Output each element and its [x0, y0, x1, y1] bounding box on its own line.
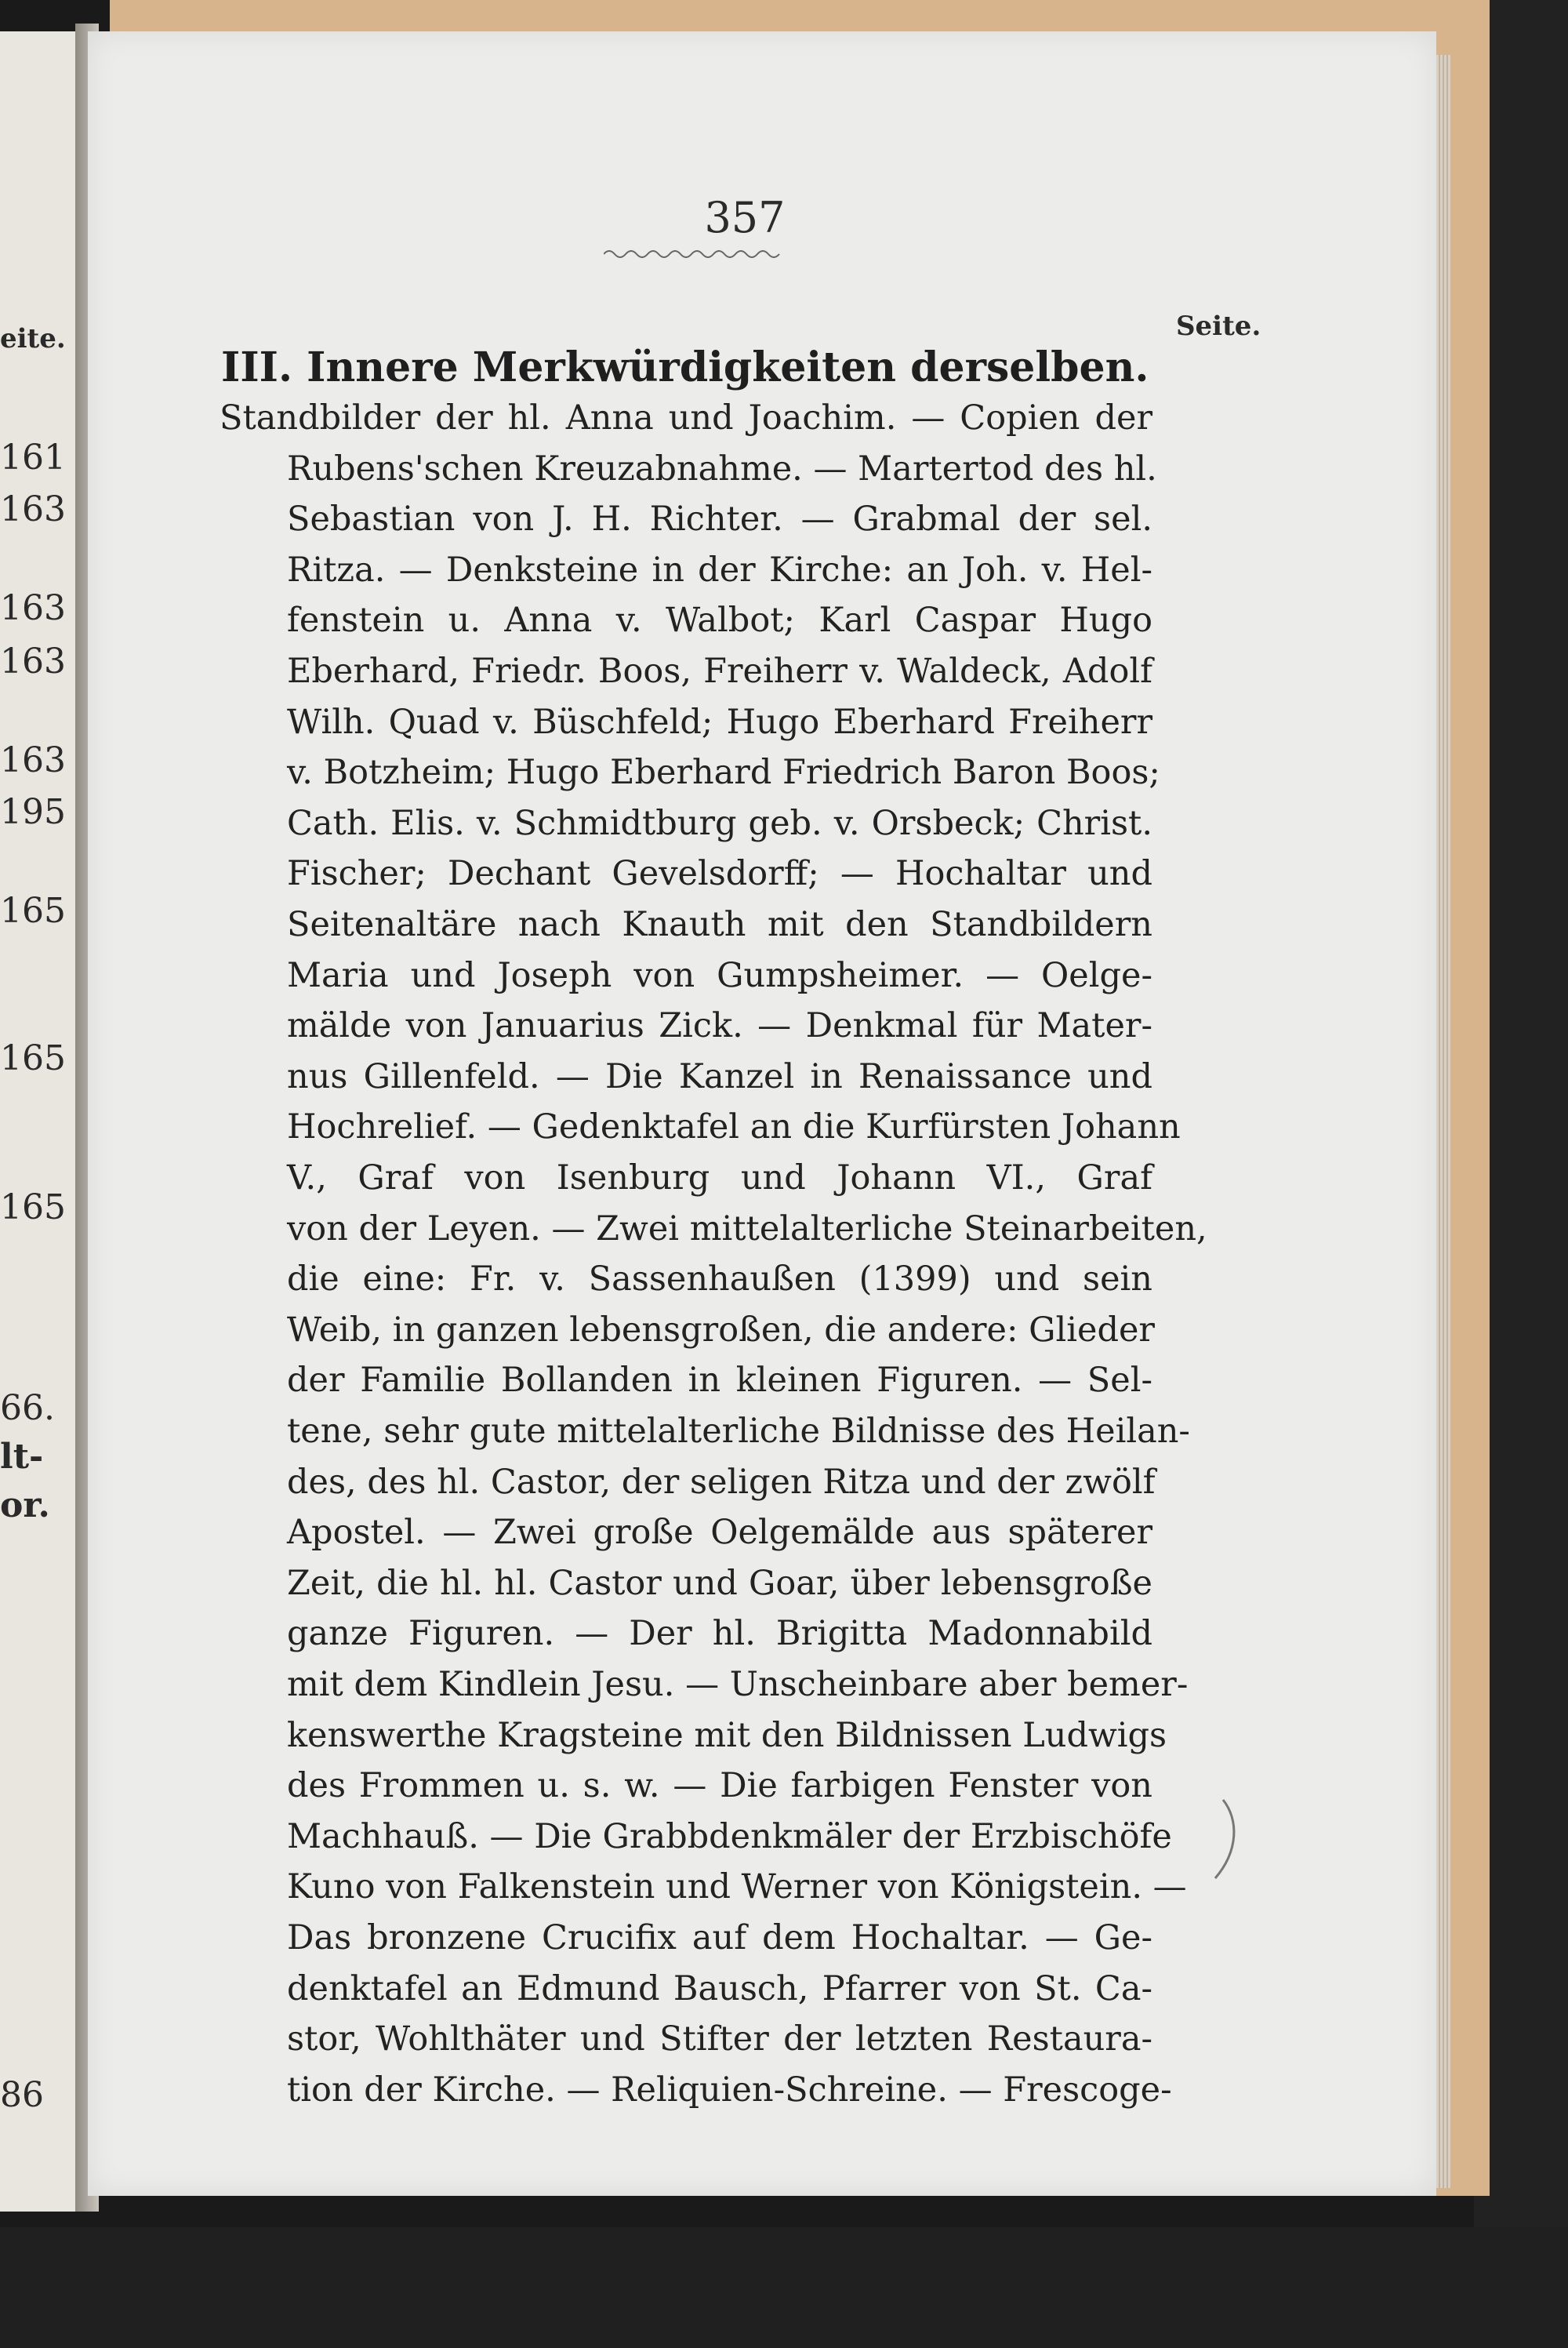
left-margin-text: 161 — [0, 438, 66, 478]
section-heading: III. Innere Merkwürdigkeiten derselben. — [221, 343, 1149, 391]
text-line: Kuno von Falkenstein und Werner von Königstein. — — [287, 1867, 1187, 1907]
text-line: Zeit, die hl. hl. Castor und Goar, über lebensgroße — [287, 1563, 1152, 1603]
text-line: tion der Kirche. — Reliquien-Schreine. — Frescoge- — [287, 2070, 1172, 2110]
text-line: mit dem Kindlein Jesu. — Unscheinbare aber bemer- — [287, 1665, 1189, 1704]
page-number: 357 — [704, 193, 786, 242]
text-line: Eberhard, Friedr. Boos, Freiherr v. Waldeck, Adolf — [287, 652, 1152, 691]
left-margin-text: 165 — [0, 1038, 66, 1078]
page-edges — [1436, 55, 1450, 2188]
text-line: Maria und Joseph von Gumpsheimer. — Oelge- — [287, 955, 1152, 995]
thumb-mark — [1207, 1796, 1254, 1882]
text-line: Weib, in ganzen lebensgroßen, die andere: Glieder — [287, 1310, 1155, 1350]
left-margin-text: 165 — [0, 1187, 66, 1227]
left-margin-text: 86 — [0, 2075, 44, 2115]
text-line: Sebastian von J. H. Richter. — Grabmal der sel. — [287, 500, 1152, 540]
text-line: kenswerthe Kragsteine mit den Bildnissen Ludwigs — [287, 1715, 1167, 1755]
text-line: Apostel. — Zwei große Oelgemälde aus späterer — [287, 1513, 1152, 1553]
left-margin-text: or. — [0, 1485, 50, 1525]
left-page — [0, 31, 87, 2212]
text-line: denktafel an Edmund Bausch, Pfarrer von St. Ca- — [287, 1968, 1152, 2008]
column-label: Seite. — [1176, 311, 1261, 342]
text-line: Wilh. Quad v. Büschfeld; Hugo Eberhard Freiherr — [287, 702, 1152, 742]
text-line: des, des hl. Castor, der seligen Ritza und der zwölf — [287, 1462, 1156, 1502]
ornament-squiggle — [604, 246, 784, 262]
left-margin-text: 66. — [0, 1388, 55, 1428]
text-line: nus Gillenfeld. — Die Kanzel in Renaissance und — [287, 1056, 1152, 1096]
text-line: fenstein u. Anna v. Walbot; Karl Caspar Hugo — [287, 601, 1152, 641]
text-line: Rubens'schen Kreuzabnahme. — Martertod des hl. — [287, 449, 1157, 489]
left-margin-text: 195 — [0, 792, 66, 832]
text-line: die eine: Fr. v. Sassenhaußen (1399) und sein — [287, 1259, 1152, 1299]
text-line: tene, sehr gute mittelalterliche Bildnisse des Heilan- — [287, 1412, 1190, 1451]
text-line: Cath. Elis. v. Schmidtburg geb. v. Orsbeck; Christ. — [287, 803, 1152, 843]
text-line: von der Leyen. — Zwei mittelalterliche Steinarbeiten, — [287, 1209, 1207, 1249]
left-margin-text: 163 — [0, 642, 66, 682]
left-margin-text: lt- — [0, 1437, 44, 1477]
left-margin-text: 165 — [0, 891, 66, 931]
text-line: der Familie Bollanden in kleinen Figuren. — Sel- — [287, 1361, 1152, 1401]
text-line: V., Graf von Isenburg und Johann VI., Graf — [287, 1158, 1152, 1198]
text-line: v. Botzheim; Hugo Eberhard Friedrich Baron Boos; — [287, 753, 1160, 793]
text-line: Seitenaltäre nach Knauth mit den Standbildern — [287, 905, 1152, 944]
left-margin-text: eite. — [0, 323, 66, 354]
text-line: Fischer; Dechant Gevelsdorff; — Hochaltar und — [287, 854, 1152, 894]
text-line: Ritza. — Denksteine in der Kirche: an Joh. v. Hel- — [287, 550, 1152, 590]
text-line: Machhauß. — Die Grabbdenkmäler der Erzbischöfe — [287, 1816, 1172, 1856]
text-line: Standbilder der hl. Anna und Joachim. — Copien der — [220, 398, 1152, 438]
left-margin-text: 163 — [0, 740, 66, 780]
text-line: Das bronzene Crucifix auf dem Hochaltar. — Ge- — [287, 1918, 1152, 1957]
text-line: ganze Figuren. — Der hl. Brigitta Madonnabild — [287, 1614, 1152, 1654]
left-margin-text: 163 — [0, 588, 66, 628]
left-margin-text: 163 — [0, 489, 66, 529]
text-line: des Frommen u. s. w. — Die farbigen Fenster von — [287, 1766, 1152, 1806]
background-bottom — [0, 2227, 1568, 2348]
text-line: stor, Wohlthäter und Stifter der letzten Restaura- — [287, 2019, 1152, 2059]
text-line: mälde von Januarius Zick. — Denkmal für Mater- — [287, 1006, 1152, 1046]
text-line: Hochrelief. — Gedenktafel an die Kurfürsten Johann — [287, 1107, 1181, 1147]
